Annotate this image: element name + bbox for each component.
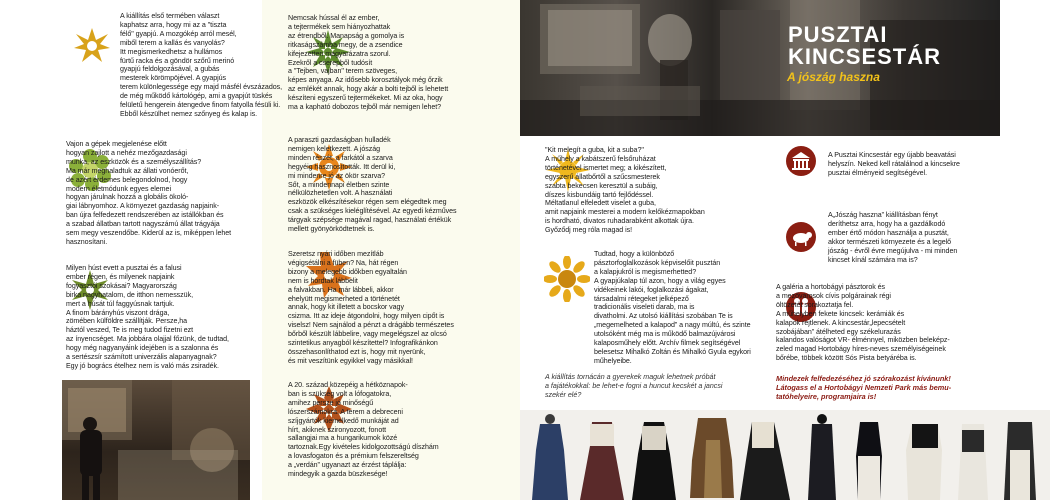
- exhibition-visitor-photo: [62, 380, 250, 500]
- costumes-photo: [520, 410, 1050, 500]
- exhibition-visitor-drawing: [62, 380, 250, 500]
- p1-text-3: Milyen húst evett a pusztai és a falusi ember régen, és milyenek napjaink fogyasztói szokásai? Magyarország birka nagyhatalom, de itthon nemesszük, mert a húsát túl faggyúsnak tartjuk. A finom bárányhús viszont drága, zömében külföldre szállítják. Persze,ha háztól veszed, Te is meg tudod fizetni ezt az ínyencséget. Ma jobbára olajjal főzünk, de tudtad, hogy még nagyanyáink idejében is a szalonna és a sertészsír számított univerzális alapanyagnak? Egy jó bogrács ételhez nem is való más zsiradék.: [66, 264, 229, 370]
- p4-text-2: A„Jószág haszna” kiállításban fényt deríthetsz arra, hogy ha a gazdálkodó ember értő módon használja a pusztát, akkor természeti környezete és a legelő jószág - évről évre megújulva - mi minden kincset kínál számára ma is?: [828, 211, 958, 264]
- p4-caption: Mindezek felfedezéséhez jó szórakozást kívánunk! Látogass el a Hortobágyi Nemzeti Park más bemu- tatóhelyeire, programjaira is!: [776, 374, 952, 401]
- p3-text-1: "Kit melegít a guba, kit a suba?" A műhely a kabátszerű felsőruházat történetével ismertet meg; a kikészített, egyszerű állatbőrtől a szűcsmesterek szabta bekecsen keresztül a subáig, díszes kisbundáig tartó fejlődéssel. Méltatlanul elfeledett viselet a guba, amit napjaink mesterei a modern kelőkézmapokban is hordható, divatos ruhadarabként alkottak újra. Győződj meg róla magad is!: [545, 146, 705, 235]
- p3-text-2: Tudtad, hogy a különböző pásztorfoglalkozások képviselőit pusztán a kalapjukról is megismerhetted? A gyapjúkalap túl azon, hogy a világ egyes vidékeinek lakói, foglalkozási ágakat, társadalmi rétegeket jelképező tradicionális viseleti darab, ma is divatholmi. Az utolsó kiállítási szobában Te is „megemelheted a kalapod” a nagy múltú, és szinte utolsóként még ma is működő balmazújvárosi kalaposműhely előtt. Archív filmek segítségével belesetsz Mihalkó Zoltán és Mihalkó Gyula egykori műhelyeibe.: [594, 250, 751, 365]
- p2-text-1: Nemcsak hússal él az ember, a tejtermékek sem hiányozhattak az étrendből. Manapság a gomolya is ritkaságszámba megy, de a zsendice kifejezetten magyarázatra szorul. Ezekről a cserepből tudósít a "Tejben, vajban" terem szöveges, képes anyaga. Az idősebb korosztályok még őrzik az emlékét annak, hogy akár a bolti tejből is lehetett készíteni egyszerű tejtermékeket. Mi az oka, hogy ma a kapható dobozos tejből már nemigen lehet?: [288, 14, 449, 112]
- p2-text-3: Szeretsz nyári időben mezítláb végigsétálni a füben? Na, hát régen bizony a melegebb időkben egyaltalán nem is hordtak lábbelit a falvakban. Ha már lábbeli, akkor ehelyütt megismerheted a történetét annak, hogy kit illetett a bocskor vagy csizma. Itt az ideje átgondolni, hogy milyen cipőt is viselsz! Nem sajnálod a pénzt a drágább természetes bőrből készült lábbelire, vagy megelégszel az olcsó szintetikus anyagból készítettel? Infografikánkon összehasonlíthatod ezt is, hogy mit nyerünk, és mit veszítünk egyikkel vagy másikkal!: [288, 250, 454, 365]
- main-subtitle: A jószág haszna: [787, 70, 880, 84]
- museum-icon: [786, 146, 816, 176]
- museum-building-glyph: [786, 146, 816, 176]
- main-title: PUSZTAI KINCSESTÁR: [788, 22, 942, 69]
- p1-text-2: Vajon a gépek megjelenése előtt hogyan zajlott a nehéz mezőgazdasági munka, az eszközök és a személyszállítás? Ma már meghaladtuk az állati vonóerőt, de azért érdemes belegondolnod, hogy modern életmódunk egyes elemei hogyan járulnak hozzá a globális ökoló- giai lábnyomhoz. A környezet gazdaság napjaink- ban újra felfedezett rendszerében az istállókban és a szabad állatban tartott nagyszámú állat trágyája sem megy veszendőbe. Kiderül az is, miképpen lehet hasznosítani.: [66, 140, 232, 246]
- p2-text-4: A 20. század közepéig a hétköznapok- ban is szükség volt a lófogatokra, amihez persze jó minőségű lószerszámokra. A terem a debreceni szíjgyártók kiemelkedő munkáját ad hírt, akiknek szironyozott, fonott sallangjai ma a hungarikumok közé tartoznak.Egy kivételes kidolgozottságú díszhám a lovasfogaton és a prémium felszereltség a „verdán” ugyanazt az érzést táplálja: mindegyik a gazda büszkesége!: [288, 381, 439, 479]
- p4-text-1: A Pusztai Kincsestár egy újabb beavatási helyszín. Neked kell rátalálnod a kincsekre pusztai élményeid segítségével.: [828, 151, 960, 177]
- white-column-right: [1000, 0, 1050, 136]
- costumes-drawing: [520, 410, 1050, 500]
- sunflower-icon: [544, 256, 590, 302]
- sheep-glyph: [786, 222, 816, 252]
- p1-text-1: A kiállítás első termében választ kaphatsz arra, hogy mi az a "tiszta félő" gyapjú. A mozgókép arról mesél, miből terem a kallás és vanyolás? Itt megismerkedhetsz a hullámos fürtű racka és a göndör szőrű merinó gyapjú feldolgozásával, a gubás mesterek körömpöjével. A gyapjús terem különlegessége egy majd másfél évszázados, de még működő kártológép, ami a gyapjút tüskés felületű hengerein átengedve finom fatyolla fésüli ki. Ebből készülhet nemez szőnyeg és kalap is.: [120, 12, 283, 118]
- p2-text-2: A paraszti gazdaságban hulladék nemigen keletkezett. A jószág minden részét, a farkától a szarva hegyéig hasznosították. Itt derül ki, mi mindenre jó az ökör szarva? Sőt, a mindennapi életben szinte nélkülözhetetlen volt. A használati eszközök elkészítésekor régen sem elégedtek meg csak a szükséges kieléglítésével. Az egyedi kézműves tárgyak szépsége magával ragad, használati értékük mellett gyönyörködtetnek is.: [288, 136, 457, 234]
- p4-text-3: A galéria a hortobágyi pásztorok és a mezővárosok cívis polgárainak régi öltözetét sorakoztatja fel. A műhelyben fekete kincsek: kerámiák és kalapok rejtlenek. A kincsestár„lepecsételt szobájában” átélheted egy székelurazás kalandos valóságot VR- élménnyel, miközben beleképz- zeled magad Hortobágy híres-neves személyiségeinek bőrébe, többek között Sós Pista betyáréba is.: [776, 283, 950, 363]
- sheep-icon: [786, 222, 816, 252]
- p3-caption: A kiállítás tornácán a gyerekek maguk lehetnek próbát a fajátékokkal: be lehet-e fogni a huncut kecskét a jancsi szekér elé?: [545, 373, 723, 399]
- felt-flower-icon: [72, 26, 112, 66]
